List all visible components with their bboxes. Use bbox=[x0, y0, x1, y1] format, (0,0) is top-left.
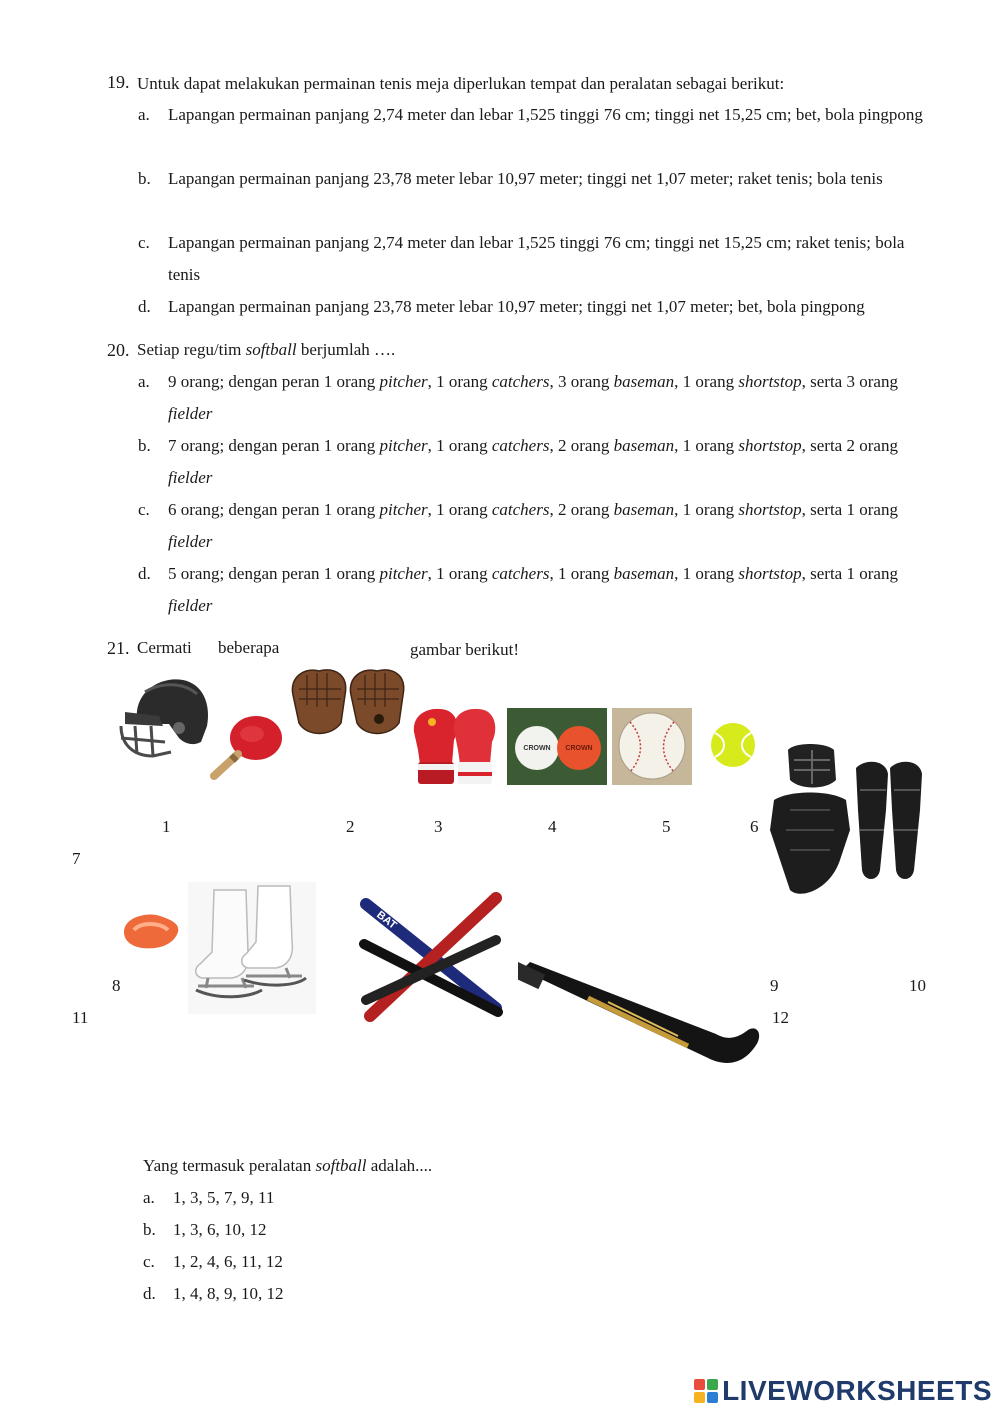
question-19-number: 19. bbox=[107, 72, 130, 92]
team-count: 9 orang; dengan peran 1 orang bbox=[168, 372, 380, 391]
role-pitcher: pitcher bbox=[379, 372, 428, 391]
role-catchers: catchers bbox=[491, 564, 550, 583]
team-count: 6 orang; dengan peran 1 orang bbox=[168, 500, 380, 519]
word-serta: , serta bbox=[801, 372, 847, 391]
role-pitcher: pitcher bbox=[379, 500, 428, 519]
hockey-stick-image bbox=[518, 962, 776, 1080]
boxing-gloves-image bbox=[408, 706, 500, 786]
prompt-text-end: adalah.... bbox=[366, 1156, 433, 1175]
word-orang: orang bbox=[566, 564, 614, 583]
shortstop-count: 1 bbox=[682, 500, 692, 519]
picture-label-9: 9 bbox=[770, 976, 779, 995]
word-serta: , serta bbox=[801, 564, 847, 583]
role-pitcher: pitcher bbox=[379, 564, 428, 583]
word-orang: orang bbox=[691, 372, 739, 391]
option-letter: c. bbox=[138, 500, 150, 519]
tennis-ball-image bbox=[709, 721, 757, 769]
logo-text: LIVEWORKSHEETS bbox=[722, 1375, 992, 1406]
question-21-stem-b: beberapa bbox=[218, 638, 280, 657]
catchers-count: 1 bbox=[436, 436, 445, 455]
option-letter: c. bbox=[143, 1252, 155, 1271]
q19-option-a[interactable] bbox=[138, 99, 928, 131]
picture-label-1: 1 bbox=[162, 817, 171, 836]
role-baseman: baseman bbox=[613, 372, 675, 391]
option-text: 1, 3, 6, 10, 12 bbox=[173, 1220, 267, 1239]
role-shortstop: shortstop bbox=[738, 372, 802, 391]
shortstop-count: 1 bbox=[682, 372, 692, 391]
q20-option-b[interactable] bbox=[138, 430, 928, 494]
team-count: 5 orang; dengan peran 1 orang bbox=[168, 564, 380, 583]
role-baseman: baseman bbox=[613, 564, 675, 583]
option-letter: d. bbox=[143, 1284, 156, 1303]
fielder-count: 3 bbox=[846, 372, 855, 391]
catchers-count: 1 bbox=[436, 372, 445, 391]
softball-image bbox=[612, 708, 692, 785]
word-orang: orang bbox=[566, 436, 614, 455]
role-baseman: baseman bbox=[613, 500, 675, 519]
baseman-count: 3 bbox=[557, 372, 567, 391]
baseman-count: 2 bbox=[557, 436, 567, 455]
prompt-text: Yang termasuk peralatan bbox=[143, 1156, 316, 1175]
picture-label-6: 6 bbox=[750, 817, 759, 836]
picture-label-12: 12 bbox=[772, 1008, 789, 1027]
question-21-stem-a: Cermati bbox=[137, 638, 192, 657]
picture-label-2: 2 bbox=[346, 817, 355, 836]
helmet-image bbox=[115, 672, 213, 764]
option-text: 1, 4, 8, 9, 10, 12 bbox=[173, 1284, 284, 1303]
word-orang: orang bbox=[444, 372, 492, 391]
option-letter: c. bbox=[138, 233, 150, 252]
role-fielder: fielder bbox=[168, 532, 213, 551]
balls-image bbox=[507, 708, 607, 785]
option-text: 5 orang; dengan peran 1 orang pitcher, 1 orang catchers, 1 orang baseman, 1 orang shortstop, serta 1 orang fielder bbox=[168, 564, 898, 615]
word-orang: orang bbox=[859, 500, 898, 519]
q19-option-d[interactable] bbox=[138, 291, 928, 323]
word-orang: orang bbox=[566, 372, 614, 391]
baseman-count: 1 bbox=[557, 564, 567, 583]
balls-drawing bbox=[507, 708, 607, 785]
fielder-count: 2 bbox=[846, 436, 855, 455]
question-20-number: 20. bbox=[107, 340, 130, 360]
prompt-italic: softball bbox=[315, 1156, 367, 1175]
option-text: 1, 2, 4, 6, 11, 12 bbox=[173, 1252, 283, 1271]
role-baseman: baseman bbox=[613, 436, 675, 455]
shortstop-count: 1 bbox=[682, 564, 692, 583]
bat-label: BAT bbox=[374, 908, 399, 932]
option-text: 9 orang; dengan peran 1 orang pitcher, 1 orang catchers, 3 orang baseman, 1 orang shortstop, serta 3 orang fielder bbox=[168, 372, 898, 423]
option-text: Lapangan permainan panjang 2,74 meter dan lebar 1,525 tinggi 76 cm; tinggi net 15,25 cm; raket tenis; bola tenis bbox=[168, 233, 905, 284]
option-text: 1, 3, 5, 7, 9, 11 bbox=[173, 1188, 275, 1207]
logo-square bbox=[694, 1392, 705, 1403]
q19-option-b[interactable] bbox=[138, 163, 928, 195]
liveworksheets-logo[interactable] bbox=[694, 1375, 992, 1407]
role-catchers: catchers bbox=[491, 372, 550, 391]
word-orang: orang bbox=[691, 500, 739, 519]
baseball-bats-image bbox=[356, 888, 506, 1028]
word-orang: orang bbox=[859, 372, 898, 391]
team-count: 7 orang; dengan peran 1 orang bbox=[168, 436, 380, 455]
logo-square bbox=[694, 1379, 705, 1390]
q21-option-b[interactable] bbox=[143, 1214, 933, 1246]
picture-label-7: 7 bbox=[72, 849, 81, 868]
q20-option-d[interactable] bbox=[138, 558, 928, 622]
mouthguard-image bbox=[120, 908, 182, 952]
role-fielder: fielder bbox=[168, 596, 213, 615]
q20-option-a[interactable] bbox=[138, 366, 928, 430]
word-orang: orang bbox=[691, 564, 739, 583]
baseman-count: 2 bbox=[557, 500, 567, 519]
role-pitcher: pitcher bbox=[379, 436, 428, 455]
picture-label-4: 4 bbox=[548, 817, 557, 836]
word-orang: orang bbox=[859, 436, 898, 455]
logo-mark-icon bbox=[694, 1379, 718, 1403]
option-letter: b. bbox=[138, 436, 151, 455]
question-19-stem: Untuk dapat melakukan permainan tenis meja diperlukan tempat dan peralatan sebagai berikut: bbox=[137, 74, 785, 93]
role-fielder: fielder bbox=[168, 404, 213, 423]
role-shortstop: shortstop bbox=[738, 564, 802, 583]
shortstop-count: 1 bbox=[682, 436, 692, 455]
q21-option-a[interactable] bbox=[143, 1182, 933, 1214]
logo-square bbox=[707, 1392, 718, 1403]
option-text: 7 orang; dengan peran 1 orang pitcher, 1 orang catchers, 2 orang baseman, 1 orang shortstop, serta 2 orang fielder bbox=[168, 436, 898, 487]
ice-skates-image bbox=[188, 882, 316, 1014]
option-text: Lapangan permainan panjang 2,74 meter dan lebar 1,525 tinggi 76 cm; tinggi net 15,25 cm; bet, bola pingpong bbox=[168, 105, 923, 124]
stem-text-end: berjumlah …. bbox=[296, 340, 396, 359]
gloves-image bbox=[287, 665, 409, 741]
option-letter: a. bbox=[138, 372, 150, 391]
fielder-count: 1 bbox=[846, 564, 855, 583]
catchers-count: 1 bbox=[436, 500, 445, 519]
question-21-stem-c: gambar berikut! bbox=[410, 640, 520, 659]
word-orang: orang bbox=[444, 500, 492, 519]
picture-label-3: 3 bbox=[434, 817, 443, 836]
stem-text: Setiap regu/tim bbox=[137, 340, 246, 359]
role-shortstop: shortstop bbox=[738, 500, 802, 519]
option-letter: a. bbox=[138, 105, 150, 124]
question-21-prompt bbox=[143, 1150, 432, 1182]
role-catchers: catchers bbox=[491, 500, 550, 519]
picture-label-8: 8 bbox=[112, 976, 121, 995]
option-text: Lapangan permainan panjang 23,78 meter lebar 10,97 meter; tinggi net 1,07 meter; bet, bola pingpong bbox=[168, 297, 865, 316]
question-20-stem bbox=[137, 334, 395, 366]
picture-label-5: 5 bbox=[662, 817, 671, 836]
role-shortstop: shortstop bbox=[738, 436, 802, 455]
option-text: 6 orang; dengan peran 1 orang pitcher, 1 orang catchers, 2 orang baseman, 1 orang shortstop, serta 1 orang fielder bbox=[168, 500, 898, 551]
role-fielder: fielder bbox=[168, 468, 213, 487]
question-21-number: 21. bbox=[107, 638, 130, 658]
option-letter: d. bbox=[138, 297, 151, 316]
word-orang: orang bbox=[566, 500, 614, 519]
word-orang: orang bbox=[444, 564, 492, 583]
stem-italic: softball bbox=[245, 340, 297, 359]
softball-drawing bbox=[612, 708, 692, 785]
picture-label-11: 11 bbox=[72, 1008, 89, 1027]
option-letter: d. bbox=[138, 564, 151, 583]
ball-brand-b: CROWN bbox=[565, 745, 593, 752]
fielder-count: 1 bbox=[846, 500, 855, 519]
q19-option-c[interactable] bbox=[138, 227, 928, 291]
word-orang: orang bbox=[444, 436, 492, 455]
word-serta: , serta bbox=[801, 500, 847, 519]
catcher-gear-image bbox=[760, 740, 926, 906]
q21-option-d[interactable] bbox=[143, 1278, 933, 1310]
word-orang: orang bbox=[691, 436, 739, 455]
ball-brand-a: CROWN bbox=[523, 745, 551, 752]
option-text: Lapangan permainan panjang 23,78 meter lebar 10,97 meter; tinggi net 1,07 meter; raket tenis; bola tenis bbox=[168, 169, 883, 188]
option-letter: b. bbox=[143, 1220, 156, 1239]
word-serta: , serta bbox=[801, 436, 847, 455]
role-catchers: catchers bbox=[491, 436, 550, 455]
option-letter: b. bbox=[138, 169, 151, 188]
q20-option-c[interactable] bbox=[138, 494, 928, 558]
word-orang: orang bbox=[859, 564, 898, 583]
pingpong-paddle-image bbox=[208, 712, 284, 782]
option-letter: a. bbox=[143, 1188, 155, 1207]
q21-option-c[interactable] bbox=[143, 1246, 933, 1278]
catchers-count: 1 bbox=[436, 564, 445, 583]
picture-label-10: 10 bbox=[909, 976, 926, 995]
logo-square bbox=[707, 1379, 718, 1390]
